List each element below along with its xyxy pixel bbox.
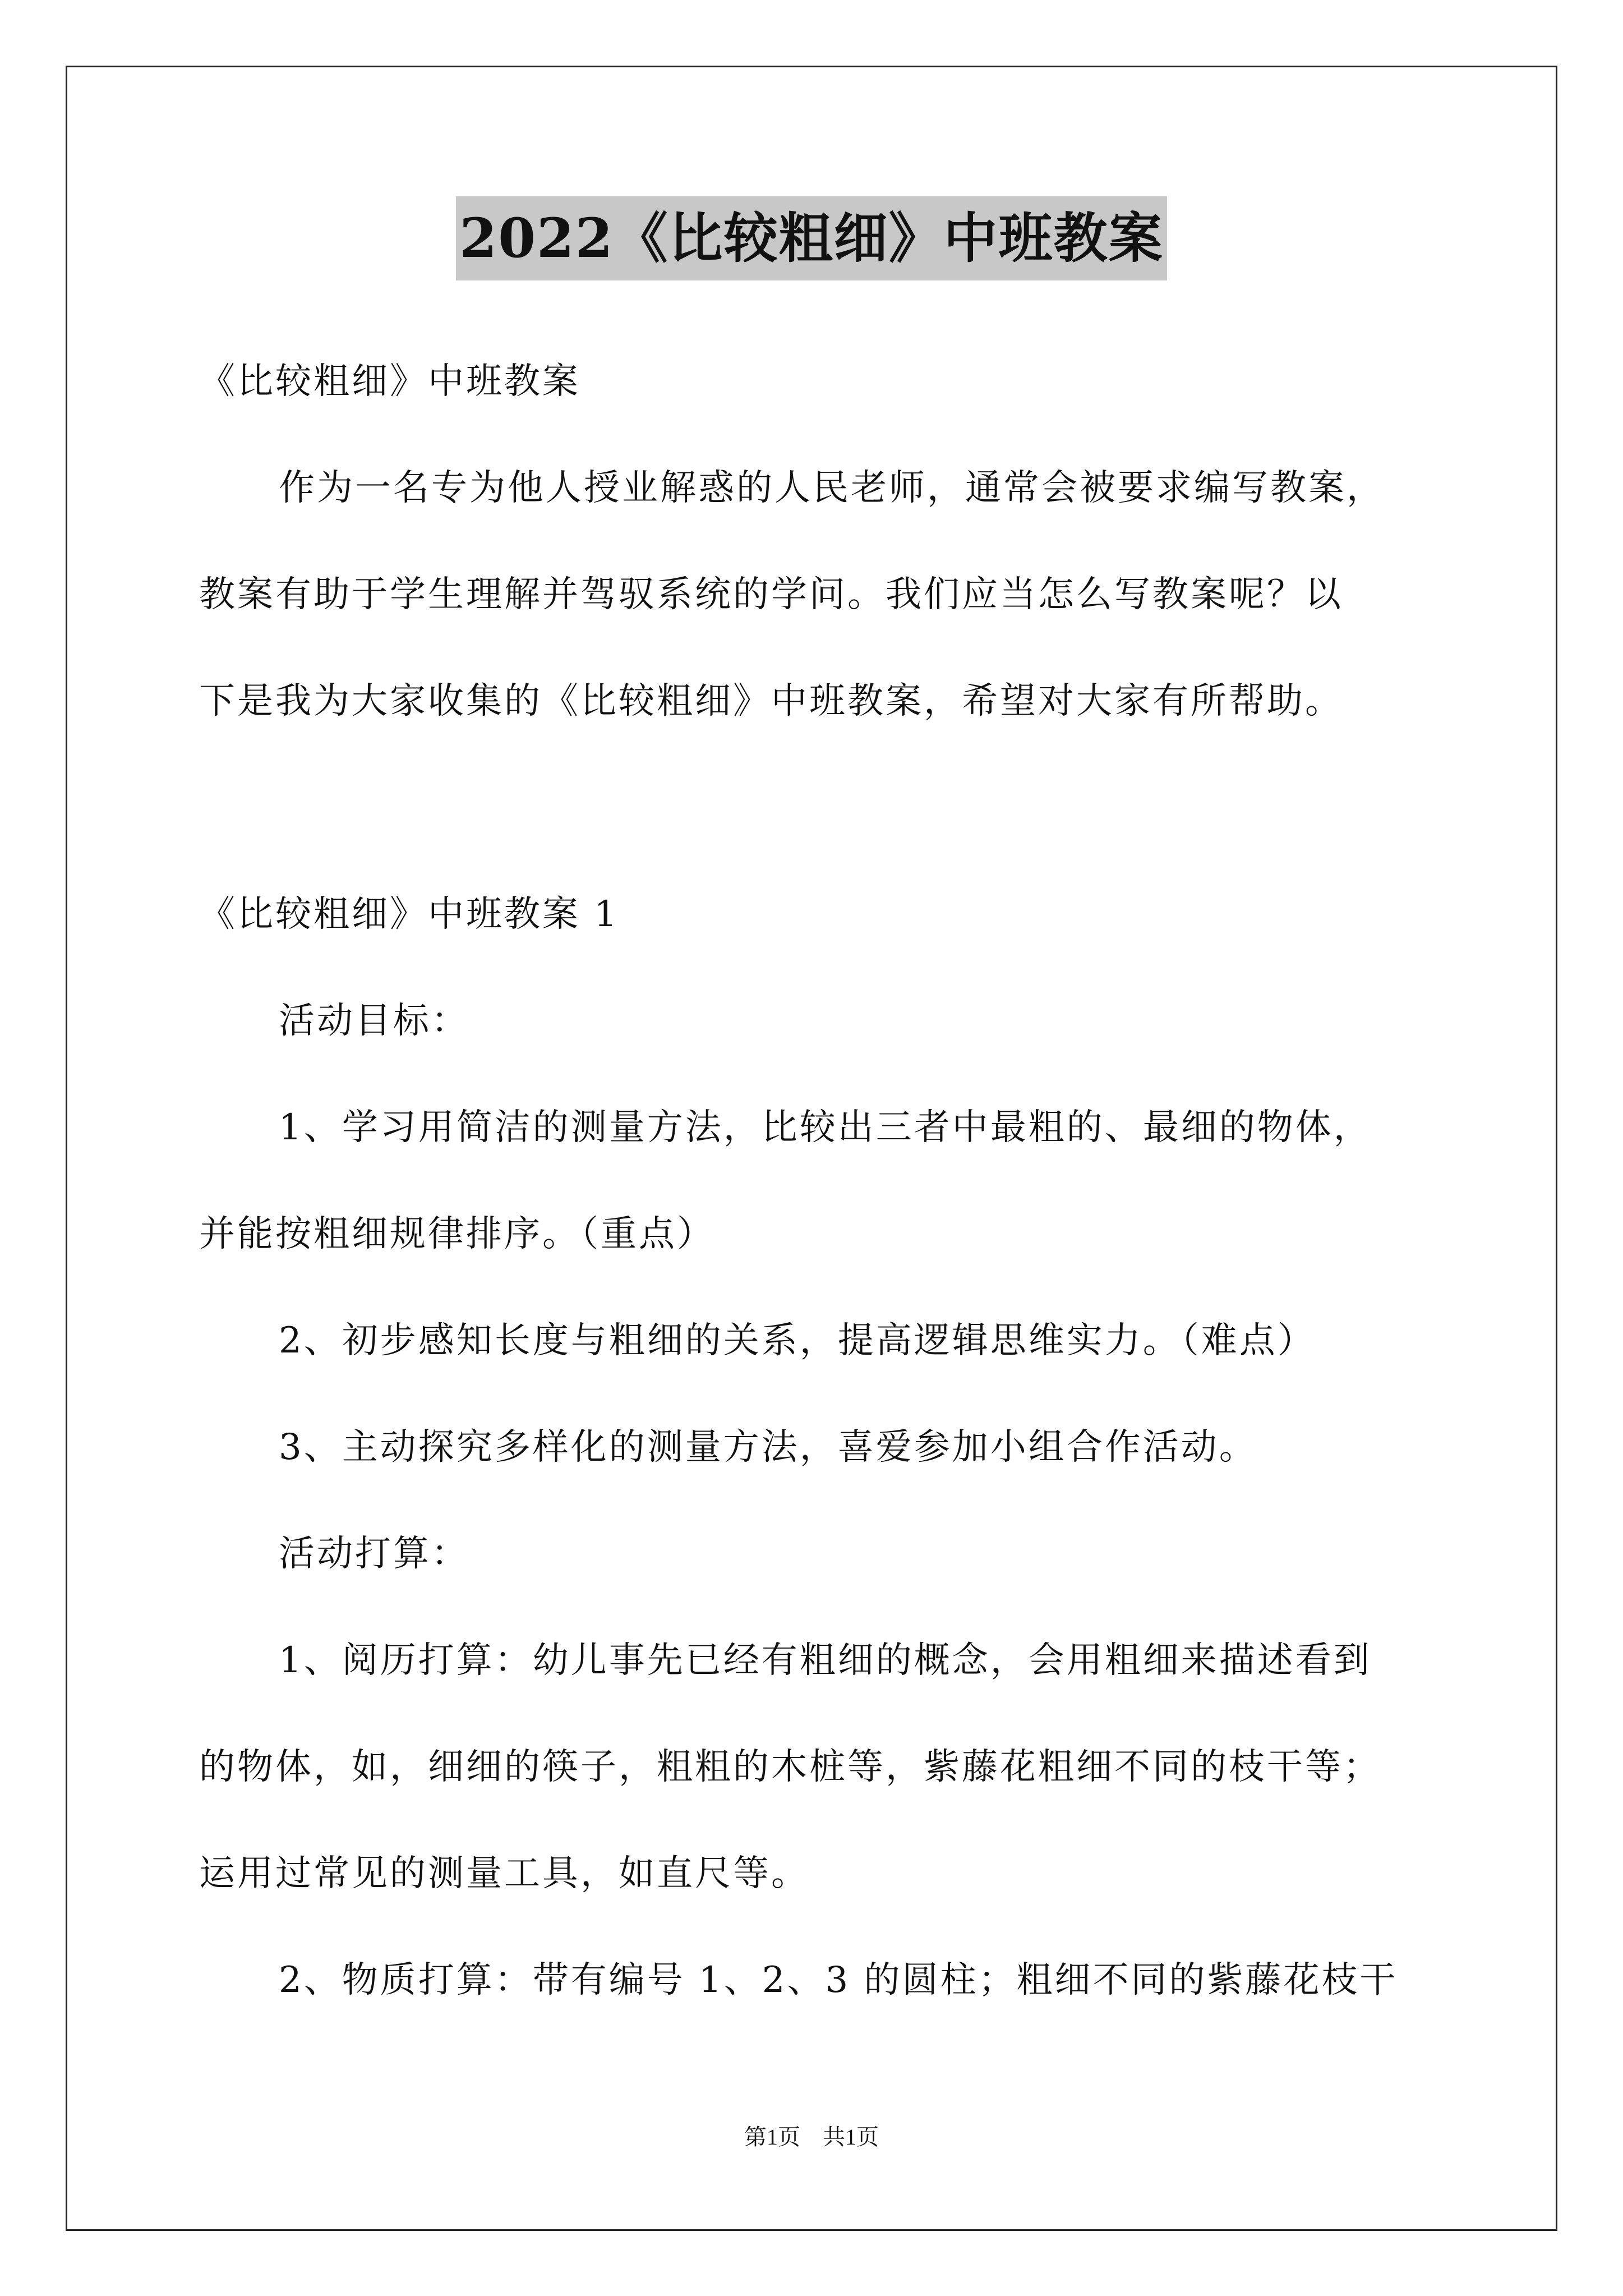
paragraph-line: 运用过常见的测量工具，如直尺等。 (199, 1853, 809, 1894)
paragraph-line: 活动目标： (279, 1000, 469, 1042)
page-footer: 第1页 共1页 (744, 2124, 879, 2150)
section-heading: 《比较粗细》中班教案 1 (199, 894, 620, 935)
paragraph-line: 活动打算： (279, 1533, 469, 1575)
paragraph-line: 并能按粗细规律排序。（重点） (199, 1213, 715, 1255)
paragraph-line: 3、主动探究多样化的测量方法，喜爱参加小组合作活动。 (279, 1427, 1257, 1468)
paragraph-line: 1、学习用简洁的测量方法，比较出三者中最粗的、最细的物体， (279, 1107, 1372, 1148)
subtitle-line: 《比较粗细》中班教案 (199, 361, 580, 402)
paragraph-line: 教案有助于学生理解并驾驭系统的学问。我们应当怎么写教案呢？以 (199, 574, 1343, 615)
paragraph-line: 2、物质打算：带有编号 1、2、3 的圆柱；粗细不同的紫藤花枝干 (279, 1959, 1398, 2001)
paragraph-line: 1、阅历打算：幼儿事先已经有粗细的概念，会用粗细来描述看到 (279, 1640, 1372, 1681)
paragraph-line: 下是我为大家收集的《比较粗细》中班教案，希望对大家有所帮助。 (199, 680, 1343, 722)
paragraph-line: 2、初步感知长度与粗细的关系，提高逻辑思维实力。（难点） (279, 1320, 1316, 1361)
paragraph-line: 作为一名专为他人授业解惑的人民老师，通常会被要求编写教案， (279, 467, 1385, 509)
paragraph-line: 的物体，如，细细的筷子，粗粗的木桩等，紫藤花粗细不同的枝干等； (199, 1746, 1381, 1788)
document-title: 2022《比较粗细》中班教案 (456, 196, 1166, 280)
title-container (0, 196, 1623, 280)
